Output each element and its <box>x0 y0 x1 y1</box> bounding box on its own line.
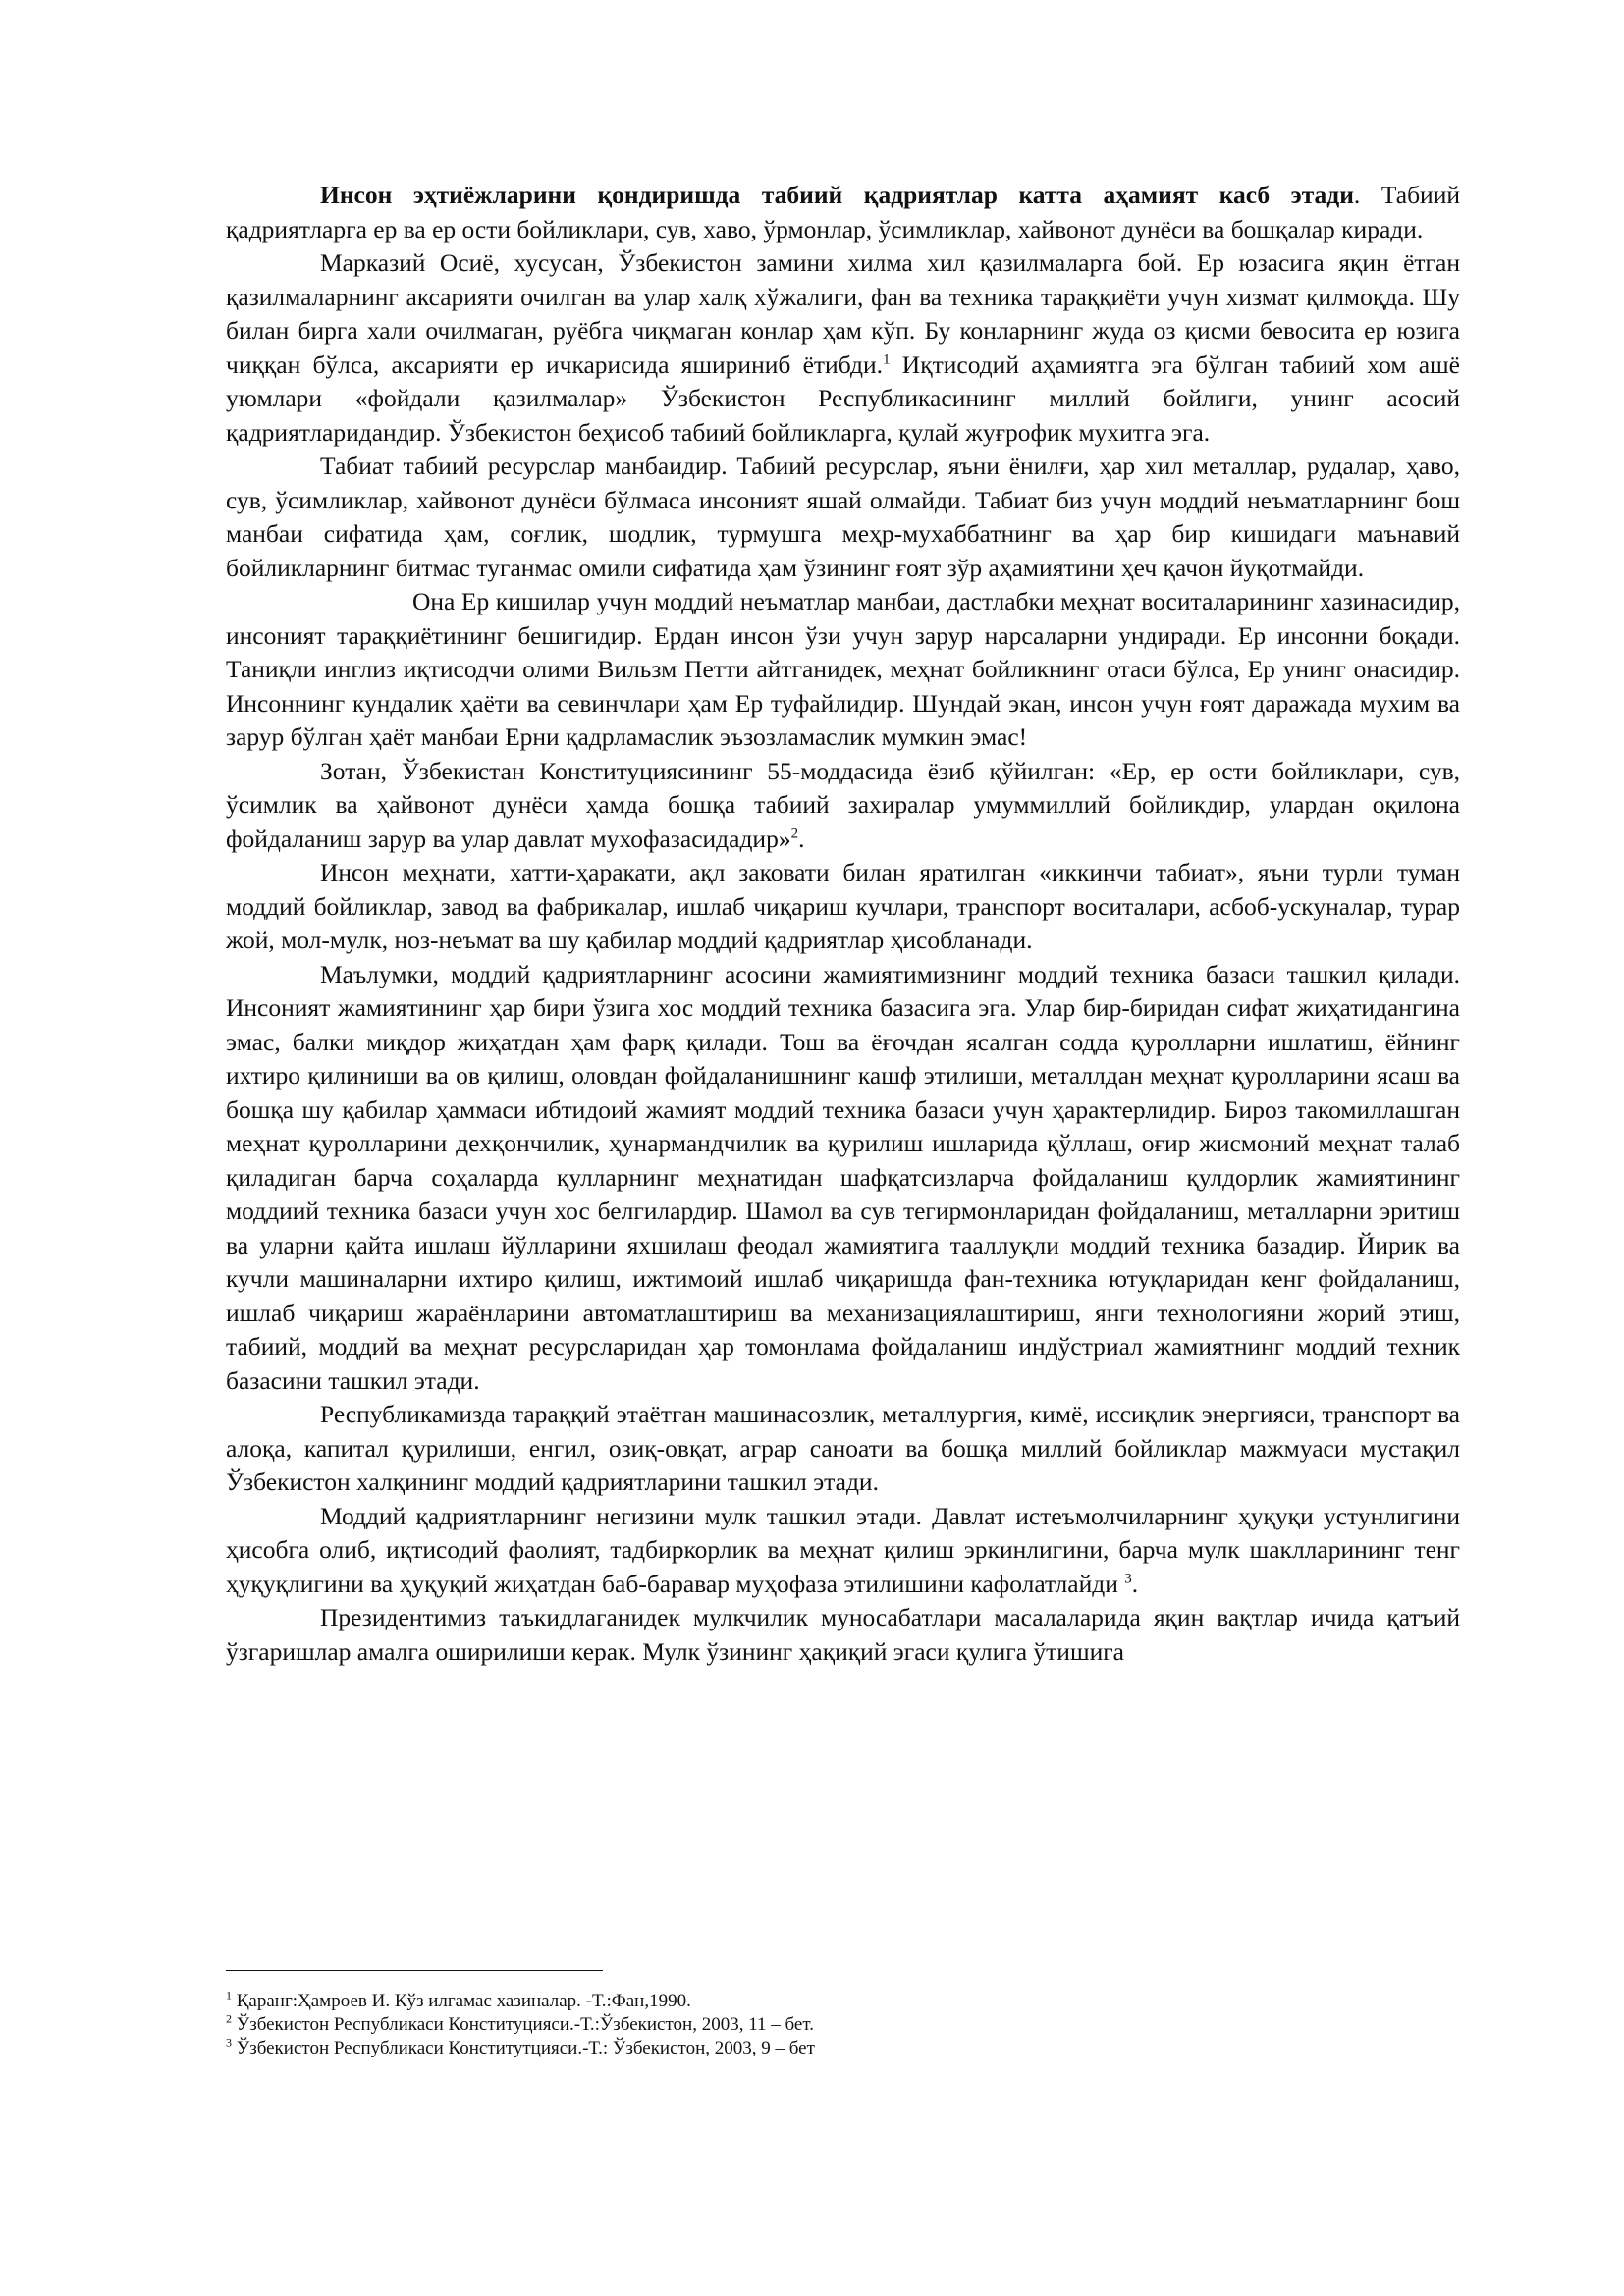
paragraph-text: Табиат табиий ресурслар манбаидир. Табиий ресурслар, яъни ёнилғи, ҳар хил металлар, рудалар, ҳаво, сув, ўсимликлар, хайвонот дунёси бўлмаса инсоният яшай олмайди. Табиат биз учун моддий неъматларнинг бош манбаи сифатида ҳам, соғлик, шодлик, турмушга меҳр-мухаббатнинг ва ҳар бир кишидаги маънавий бойликларнинг битмас туганмас омили сифатида ҳам ўзининг ғоят зўр аҳамиятини ҳеч қачон йуқотмайди. <box>226 452 1460 582</box>
paragraph-text: . <box>798 824 805 853</box>
paragraph-5 <box>226 755 1460 857</box>
footnote-ref[interactable]: 3 <box>1124 1571 1132 1586</box>
footnote-text: Ўзбекистон Республикаси Конститутцияси.-Т.: Ўзбекистон, 2003, 9 – бет <box>232 2038 815 2058</box>
footnote-ref[interactable]: 2 <box>790 826 799 841</box>
footnote-1 <box>226 1990 1460 2013</box>
footnote-ref[interactable]: 1 <box>883 351 891 367</box>
paragraph-text: Маълумки, моддий қадриятларнинг асосини жамиятимизнинг моддий техника базаси ташкил қилади. Инсоният жамиятининг ҳар бири ўзига хос моддий техника базасига эга. Улар бир-биридан сифат жиҳатидангина эмас, балки миқдор жиҳатдан ҳам фарқ қилади. Тош ва ёғочдан ясалган содда қуролларни ишлатиш, ёйнинг ихтиро қилиниши ва ов қилиш, оловдан фойдаланишнинг кашф этилиши, металлдан меҳнат қуролларини ясаш ва бошқа шу қабилар ҳаммаси ибтидоий жамият моддий техника базаси учун ҳарактерлидир. Бироз такомиллашган меҳнат қуролларини дехқончилик, ҳунармандчилик ва қурилиш ишларида қўллаш, оғир жисмоний меҳнат талаб қиладиган барча соҳаларда қулларнинг меҳнатидан шафқатсизларча фойдаланиш қулдорлик жамиятининг моддиий техника базаси учун хос белгилардир. Шамол ва сув тегирмонларидан фойдаланиш, металларни эритиш ва уларни қайта ишлаш йўлларини яхшилаш феодал жамиятига тааллуқли моддий техника базадир. Йирик ва кучли машиналарни ихтиро қилиш, ижтимоий ишлаб чиқаришда фан-техника ютуқларидан кенг фойдаланиш, ишлаб чиқариш жараёнларини автоматлаштириш ва механизациялаштириш, янги технологияни жорий этиш, табиий, моддий ва меҳнат ресурсларидан ҳар томонлама фойдаланиш индўстриал жамиятнинг моддий техник базасини ташкил этади. <box>226 959 1460 1395</box>
footnote-number: 2 <box>226 2011 232 2026</box>
footnote-separator <box>226 1970 603 1971</box>
paragraph-2 <box>226 246 1460 450</box>
footnote-2 <box>226 2013 1460 2037</box>
paragraph-text: Инсон меҳнати, хатти-ҳаракати, ақл заковати билан яратилган «иккинчи табиат», яъни турли туман моддий бойликлар, завод ва фабрикалар, ишлаб чиқариш кучлари, транспорт воситалари, асбоб-ускуналар, турар жой, мол-мулк, ноз-неъмат ва шу қабилар моддий қадриятлар ҳисобланади. <box>226 858 1460 954</box>
footnote-text: Қаранг:Ҳамроев И. Кўз илғамас хазиналар. -Т.:Фан,1990. <box>232 1991 691 2011</box>
document-body <box>226 179 1460 1669</box>
paragraph-text: Иқтисодий аҳамиятга эга бўлган табиий хом ашё уюмлари «фойдали қазилмалар» Ўзбекистон Республикасининг миллий бойлиги, унинг асосий қадриятларидандир. Ўзбекистон беҳисоб табиий бойликларга, қулай жуғрофик мухитга эга. <box>226 349 1460 447</box>
paragraph-6 <box>226 856 1460 958</box>
paragraph-9 <box>226 1500 1460 1602</box>
paragraph-7 <box>226 958 1460 1399</box>
paragraph-8 <box>226 1398 1460 1500</box>
paragraph-1 <box>226 179 1460 246</box>
paragraph-10 <box>226 1601 1460 1669</box>
paragraph-text: Республикамизда тараққий этаётган машинасозлик, металлургия, кимё, иссиқлик энергияси, транспорт ва алоқа, капитал қурилиши, енгил, озиқ-овқат, аграр саноати ва бошқа миллий бойликлар мажмуаси мустақил Ўзбекистон халқининг моддий қадриятларини ташкил этади. <box>226 1400 1460 1496</box>
footnotes <box>226 1990 1460 2060</box>
paragraph-3 <box>226 450 1460 585</box>
footnote-text: Ўзбекистон Республикаси Конституцияси.-Т.:Ўзбекистон, 2003, 11 – бет. <box>232 2014 814 2035</box>
paragraph-text: Она Ер кишилар учун моддий неъматлар манбаи, дастлабки меҳнат воситаларининг хазинасидир, инсоният тараққиётининг бешигидир. Ердан инсон ўзи учун зарур нарсаларни ундиради. Ер инсонни боқади. Таниқли инглиз иқтисодчи олими Вильзм Петти айтганидек, меҳнат бойликнинг отаси бўлса, Ер унинг онасидир. Инсоннинг кундалик ҳаёти ва севинчлари ҳам Ер туфайлидир. Шундай экан, инсон учун ғоят даражада мухим ва зарур бўлган ҳаёт манбаи Ерни қадрламаслик эъзозламаслик мумкин эмас! <box>226 587 1460 751</box>
paragraph-4 <box>226 585 1460 755</box>
paragraph-text: . Табиий қадриятларга ер ва ер ости бойликлари, сув, хаво, ўрмонлар, ўсимликлар, хайвонот дунёси ва бошқалар киради. <box>226 181 1460 243</box>
paragraph-text: Президентимиз таъкидлаганидек мулкчилик муносабатлари масалаларида яқин вақтлар ичида қатъий ўзгаришлар амалга оширилиши керак. Мулк ўзининг ҳақиқий эгаси қулига ўтишига <box>226 1603 1460 1666</box>
footnote-3 <box>226 2037 1460 2060</box>
footnote-number: 3 <box>226 2035 232 2050</box>
paragraph-text: Марказий Осиё, хусусан, Ўзбекистон замини хилма хил қазилмаларга бой. Ер юзасига яқин ётган қазилмаларнинг аксарияти очилган ва улар халқ хўжалиги, фан ва техника тараққиёти учун хизмат қилмоқда. Шу билан бирга хали очилмаган, руёбга чиқмаган конлар ҳам кўп. Бу конларнинг жуда оз қисми бевосита ер юзига чиққан бўлса, аксарияти ер ичкарисида яшириниб ётибди. <box>226 248 1460 379</box>
footnote-number: 1 <box>226 1988 232 2002</box>
paragraph-text: Моддий қадриятларнинг негизини мулк ташкил этади. Давлат истеъмолчиларнинг ҳуқуқи устунлигини ҳисобга олиб, иқтисодий фаолият, тадбиркорлик ва меҳнат қилиш эркинлигини, барча мулк шаклларининг тенг ҳуқуқлигини ва ҳуқуқий жиҳатдан баб-баравар муҳофаза этилишини кафолатлайди <box>226 1501 1460 1598</box>
paragraph-text: . <box>1131 1569 1139 1598</box>
bold-lead-sentence: Инсон эҳтиёжларини қондиришда табиий қадриятлар катта аҳамият касб этади <box>320 181 1354 209</box>
paragraph-text: Зотан, Ўзбекистан Конституциясининг 55-моддасида ёзиб қўйилган: «Ер, ер ости бойликлари, сув, ўсимлик ва ҳайвонот дунёси ҳамда бошқа табиий захиралар умуммиллий бойликдир, улардан оқилона фойдаланиш зарур ва улар давлат мухофазасидадир» <box>226 756 1460 853</box>
